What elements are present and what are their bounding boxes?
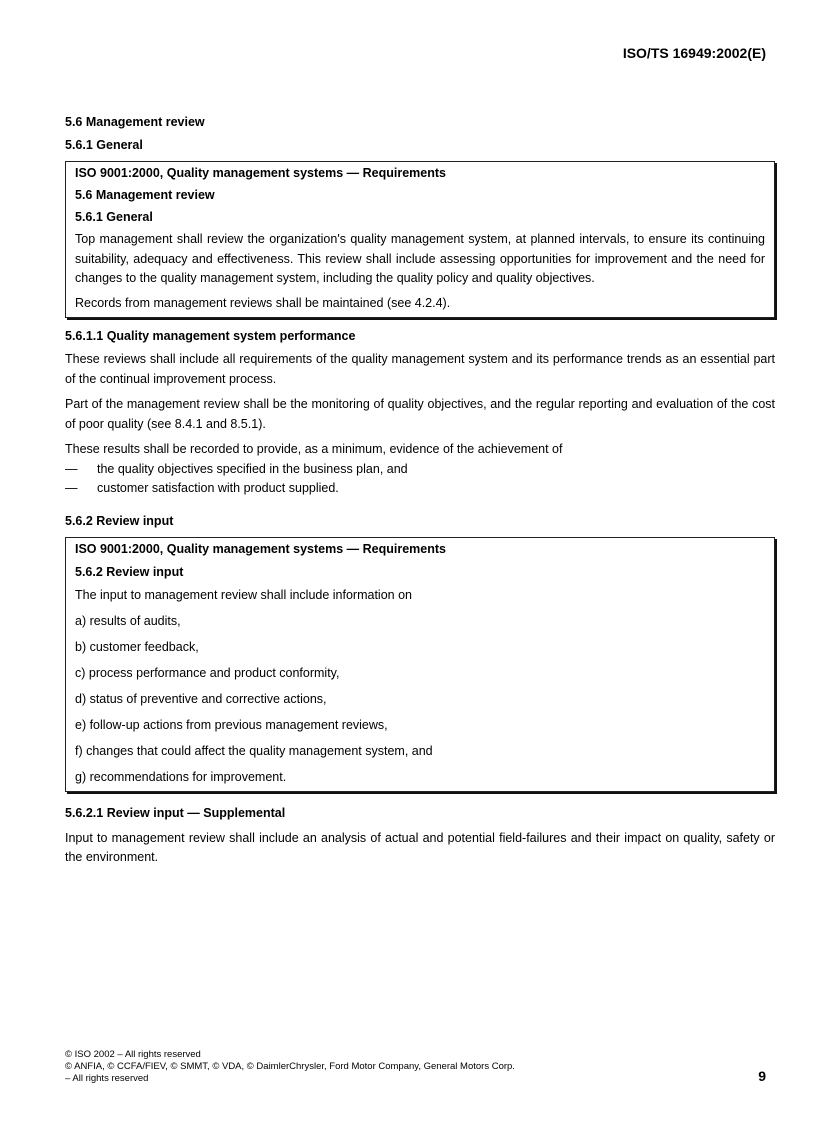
- list-item: c) process performance and product conformity,: [75, 665, 340, 680]
- box-heading-5-6-1: 5.6.1 General: [75, 210, 153, 224]
- dash-marker: —: [65, 480, 78, 495]
- paragraph: These results shall be recorded to provide, as a minimum, evidence of the achievement of: [65, 442, 563, 456]
- list-item-text: the quality objectives specified in the business plan, and: [97, 461, 408, 476]
- section-heading-5-6-1-1: 5.6.1.1 Quality management system performance: [65, 329, 356, 343]
- document-id: ISO/TS 16949:2002(E): [622, 45, 766, 61]
- iso9001-quote-box-review-input: [65, 537, 775, 792]
- paragraph: Part of the management review shall be the monitoring of quality objectives, and the regular reporting and evaluation of the cost of poor quality (see 8.4.1 and 8.5.1).: [65, 397, 775, 431]
- section-heading-5-6-2: 5.6.2 Review input: [65, 513, 174, 528]
- dash-list: [65, 460, 775, 498]
- list-item: d) status of preventive and corrective actions,: [75, 691, 327, 706]
- box-heading-5-6: 5.6 Management review: [75, 188, 215, 202]
- section-heading-5-6-2-1: 5.6.2.1 Review input — Supplemental: [65, 805, 286, 820]
- copyright-footer: [65, 1049, 515, 1085]
- paragraph: Input to management review shall include an analysis of actual and potential field-failures and their impact on quality, safety or the environment.: [65, 830, 775, 864]
- iso9001-quote-box-general: [65, 161, 775, 318]
- footer-line: © ANFIA, © CCFA/FIEV, © SMMT, © VDA, © DaimlerChrysler, Ford Motor Company, General Motors Corp.: [65, 1061, 515, 1072]
- list-item: b) customer feedback,: [75, 639, 199, 654]
- section-heading-5-6: 5.6 Management review: [65, 115, 205, 129]
- footer-line: – All rights reserved: [65, 1073, 149, 1084]
- section-heading-5-6-1: 5.6.1 General: [65, 138, 143, 152]
- page-content: [65, 115, 775, 868]
- page-number: 9: [758, 1068, 766, 1084]
- list-item-text: customer satisfaction with product supplied.: [97, 480, 339, 495]
- paragraph: These reviews shall include all requirements of the quality management system and its performance trends as an essential part of the continual improvement process.: [65, 352, 775, 386]
- list-item: e) follow-up actions from previous management reviews,: [75, 717, 388, 732]
- list-item: [65, 460, 775, 479]
- box-heading-5-6-2: 5.6.2 Review input: [75, 564, 184, 579]
- list-item: [65, 479, 775, 498]
- box-paragraph: Top management shall review the organization's quality management system, at planned intervals, to ensure its continuing suitability, adequacy and effectiveness. This review shall include assessing opportunities for improvement and the need for changes to the quality management system, including the quality policy and quality objectives.: [75, 232, 765, 285]
- footer-line: © ISO 2002 – All rights reserved: [65, 1049, 201, 1060]
- list-item: a) results of audits,: [75, 613, 181, 628]
- dash-marker: —: [65, 461, 78, 476]
- list-item: g) recommendations for improvement.: [75, 769, 287, 784]
- box-standard-title: ISO 9001:2000, Quality management systems — Requirements: [75, 541, 446, 556]
- box-intro: The input to management review shall include information on: [75, 587, 412, 602]
- box-standard-title: ISO 9001:2000, Quality management systems — Requirements: [75, 166, 446, 180]
- list-item: f) changes that could affect the quality management system, and: [75, 743, 433, 758]
- box-paragraph: Records from management reviews shall be maintained (see 4.2.4).: [75, 295, 451, 310]
